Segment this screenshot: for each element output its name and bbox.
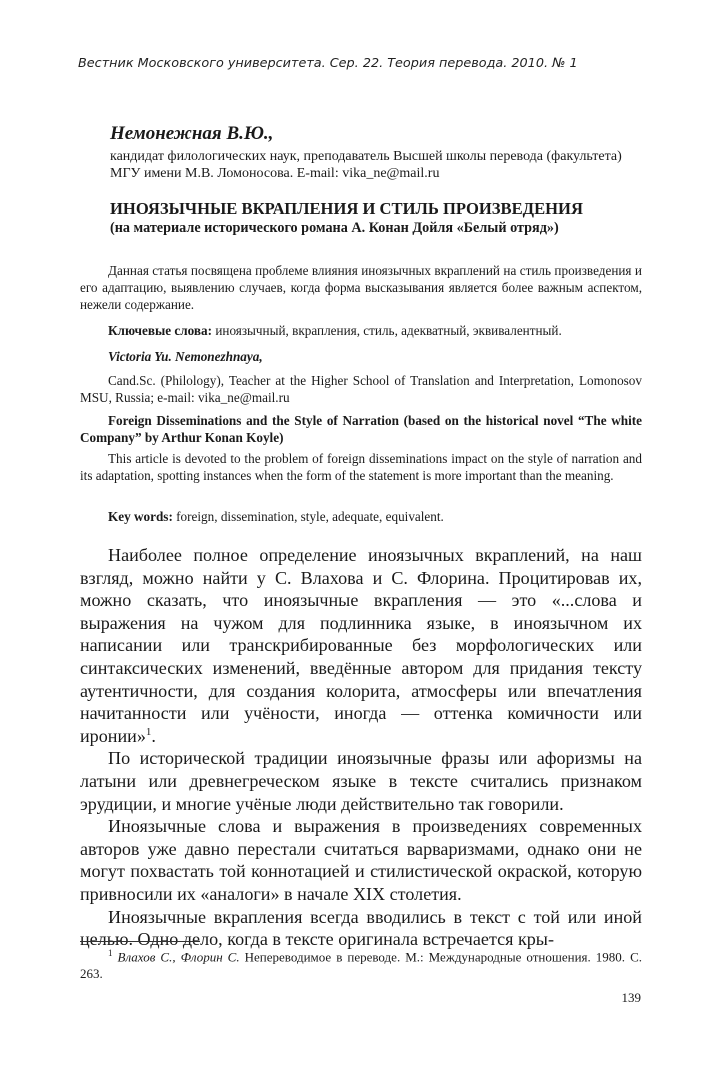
abstract-ru — [80, 262, 642, 314]
article-title: ИНОЯЗЫЧНЫЕ ВКРАПЛЕНИЯ И СТИЛЬ ПРОИЗВЕДЕНИЯ — [110, 199, 583, 218]
body-paragraph-text: Наиболее полное определение иноязычных вкраплений, на наш взгляд, можно найти у С. Влахова и С. Флорина. Процитировав их, можно сказать, что иноязычные вкрапления — это «...слова и выражения на чужом для подлинника языке, в иноязычном их написании или транскрибированные без морфологических или синтаксических изменений, введённые автором для придания тексту аутентичности, для создания колорита, атмосферы или впечатления начитанности или учёности, иногда — оттенка комичности или иронии» — [80, 545, 642, 746]
footnote-mark: 1 — [108, 948, 113, 958]
body-paragraph — [80, 544, 642, 747]
author-name-en-block — [80, 348, 642, 365]
author-name: Немонежная В.Ю., — [110, 123, 274, 144]
abstract-en-text: This article is devoted to the problem of foreign disseminations impact on the style of narration and its adaptation, spotting instances when the form of the statement is more important than the meaning. — [80, 451, 642, 484]
page-number: 139 — [621, 990, 641, 1005]
body-paragraph-end: . — [151, 725, 156, 746]
footnote-text: Непереводимое в переводе. М.: Международные отношения. 1980. С. 263. — [80, 949, 643, 982]
keywords-en — [80, 508, 642, 525]
keywords-ru-label: Ключевые слова: — [108, 323, 213, 338]
author-info-en-block — [80, 372, 642, 406]
body-paragraph: По исторической традиции иноязычные фразы или афоризмы на латыни или древнегреческом языке в тексте считались признаком эрудиции, и многие учёные люди действительно так говорили. — [80, 748, 642, 814]
article-title-en: Foreign Disseminations and the Style of Narration (based on the historical novel “The white Company” by Arthur Konan Koyle) — [80, 413, 642, 446]
footnote-divider — [80, 941, 200, 942]
keywords-ru-text: иноязычный, вкрапления, стиль, адекватный, эквивалентный. — [212, 323, 562, 338]
footnote — [80, 945, 642, 982]
abstract-ru-text: Данная статья посвящена проблеме влияния иноязычных вкраплений на стиль произведения и его адаптацию, выявлению случаев, когда форма высказывания является более важным аспектом, нежели содержание. — [80, 263, 642, 313]
article-title-en-block — [80, 412, 642, 446]
keywords-en-text: foreign, dissemination, style, adequate, equivalent. — [172, 509, 444, 524]
body-paragraph: Иноязычные слова и выражения в произведениях современных авторов уже давно перестали считаться варваризмами, однако они не могут похвастать той коннотацией и стилистической окраской, которую привносили их «аналоги» в начале XIX столетия. — [80, 816, 642, 904]
keywords-en-label: Key words: — [108, 509, 173, 524]
author-info: кандидат филологических наук, преподаватель Высшей школы перевода (факультета) МГУ имени М.В. Ломоносова. E-mail: vika_ne@mail.ru — [110, 149, 622, 181]
author-info-en: Cand.Sc. (Philology), Teacher at the Higher School of Translation and Interpretation, Lomonosov MSU, Russia; e-mail: vika_ne@mail.ru — [80, 373, 642, 406]
author-name-en: Victoria Yu. Nemonezhnaya, — [108, 349, 263, 364]
article-body — [80, 544, 642, 951]
footnote-authors: Влахов С., Флорин С. — [117, 949, 240, 965]
article-subtitle: (на материале исторического романа А. Конан Дойля «Белый отряд») — [110, 220, 559, 236]
running-header: Вестник Московского университета. Сер. 22. Теория перевода. 2010. № 1 — [78, 56, 578, 71]
footnote-ref[interactable]: 1 — [145, 725, 152, 738]
body-paragraph: Иноязычные вкрапления всегда вводились в текст с той или иной целью. Одно дело, когда в тексте оригинала встречается кры- — [80, 906, 642, 950]
abstract-en — [80, 450, 642, 484]
keywords-ru — [80, 322, 642, 339]
